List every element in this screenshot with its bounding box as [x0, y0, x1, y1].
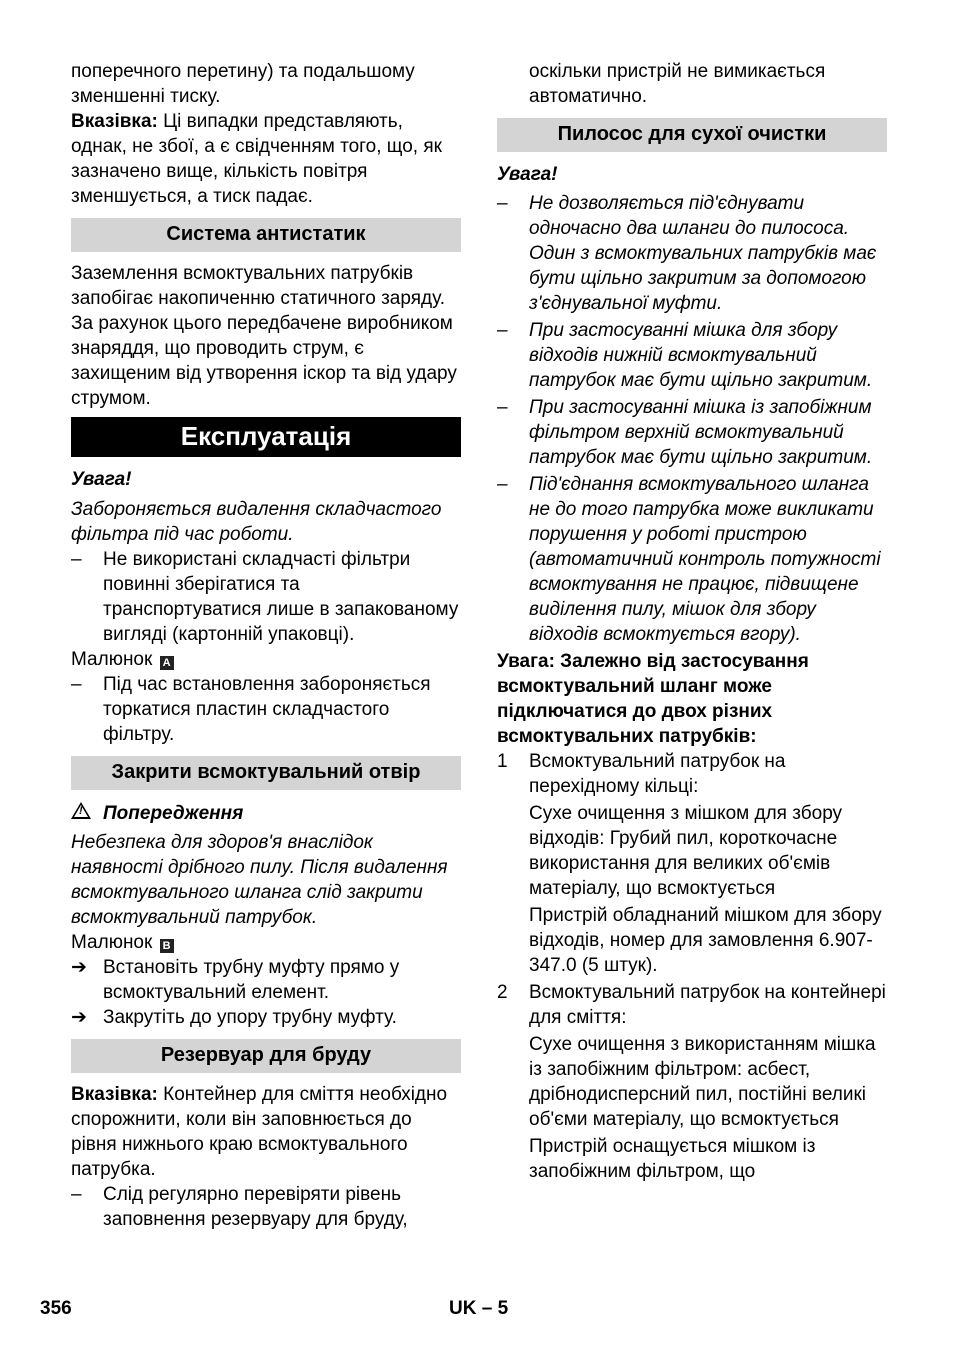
step-item	[71, 955, 461, 1005]
list-item-text: При застосуванні мішка із запобіжним фільтром верхній всмоктувальний патрубок має бути щільно закритим.	[529, 397, 873, 468]
figure-a-reference	[71, 647, 461, 672]
list-item-text: Під'єднання всмоктувального шланга не до того патрубка може викликати порушення у роботі пристрою (автоматичний контроль потужності всмоктування не працює, підвищене виділення пилу, мішок для збору відходів всмоктується вгору).	[529, 474, 881, 645]
item-paragraph: Пристрій обладнаний мішком для збору відходів, номер для замовлення 6.907-347.0 (5 штук).	[529, 905, 882, 976]
list-item-text: Під час встановлення забороняється торкатися пластин складчастого фільтру.	[103, 674, 431, 745]
warning-label-line	[71, 801, 461, 826]
operation-heading: Експлуатація	[71, 417, 461, 457]
right-column	[497, 59, 887, 1184]
note-label: Вказівка:	[71, 111, 158, 132]
dash-marker: –	[71, 549, 82, 570]
list-item	[497, 472, 887, 647]
antistatic-paragraph: Заземлення всмоктувальних патрубків запобігає накопиченню статичного заряду. За рахунок цього передбачене виробником знаряддя, що проводить струм, є захищеним від утворення іскор та від удару струмом.	[71, 263, 457, 409]
note-label: Вказівка:	[71, 1084, 158, 1105]
figure-b-badge: B	[160, 939, 174, 953]
numbered-item	[497, 749, 887, 799]
list-item-text: Не дозволяється під'єднувати одночасно два шланги до пилососа. Один з всмоктувальних патрубків має бути щільно закритим за допомогою з'єднувальної муфти.	[529, 193, 877, 314]
step-item	[71, 1005, 461, 1030]
section-label: UK – 5	[449, 1298, 509, 1319]
list-item	[71, 672, 461, 747]
arrow-right-icon: ➔	[71, 1007, 87, 1028]
bold-note: Увага: Залежно від застосування всмоктувальний шланг може підключатися до двох різних всмоктувальних патрубків:	[497, 651, 809, 747]
step-text: Встановіть трубну муфту прямо у всмоктувальний елемент.	[103, 957, 400, 1003]
dash-marker: –	[71, 674, 82, 695]
step-text: Закрутіть до упору трубну муфту.	[103, 1007, 397, 1028]
list-item-text: При застосуванні мішка для збору відходів нижній всмоктувальний патрубок має бути щільно закритим.	[529, 320, 873, 391]
item-paragraph: Сухе очищення з використанням мішка із запобіжним фільтром: асбест, дрібнодисперсний пил, постійні великі об'єми матеріалу, що всмоктується	[529, 1034, 876, 1130]
note-text: Контейнер для сміття необхідно спорожнити, коли він заповнюється до рівня нижнього краю всмоктувального патрубка.	[71, 1084, 448, 1180]
warning-triangle-icon	[71, 802, 91, 819]
figure-b-reference	[71, 930, 461, 955]
caution-text: Забороняється видалення складчастого фільтра під час роботи.	[71, 499, 442, 545]
note-1	[71, 109, 461, 209]
note-text: Ці випадки представляють, однак, не збої, а є свідченням того, що, як зазначено вище, кількість повітря зменшується, а тиск падає.	[71, 111, 442, 207]
antistatic-heading: Система антистатик	[71, 218, 461, 252]
note-2	[71, 1082, 461, 1182]
dash-marker: –	[497, 320, 508, 341]
dash-marker: –	[497, 193, 508, 214]
figure-a-badge: A	[160, 656, 174, 670]
page-number: 356	[40, 1298, 72, 1319]
dirt-tank-heading: Резервуар для бруду	[71, 1039, 461, 1073]
caution-label: Увага!	[71, 469, 132, 490]
numbered-item	[497, 980, 887, 1030]
arrow-right-icon: ➔	[71, 957, 87, 978]
item-title: Всмоктувальний патрубок на перехідному кільці:	[529, 751, 786, 797]
left-column	[71, 59, 461, 1232]
intro-line-2: зменшенні тиску.	[71, 86, 221, 107]
list-item-text: Не використані складчасті фільтри повинні зберігатися та транспортуватися лише в запакованому вигляді (картонній упаковці).	[103, 549, 459, 645]
figure-label: Малюнок	[71, 932, 153, 953]
item-title: Всмоктувальний патрубок на контейнері для сміття:	[529, 982, 886, 1028]
item-number: 2	[497, 982, 508, 1003]
dash-marker: –	[497, 397, 508, 418]
continued-text: оскільки пристрій не вимикається автоматично.	[529, 61, 826, 107]
list-item	[497, 318, 887, 393]
item-paragraph: Пристрій оснащується мішком із запобіжним фільтром, що	[529, 1136, 816, 1182]
caution-label: Увага!	[497, 164, 558, 185]
warning-label: Попередження	[103, 803, 244, 824]
list-item	[71, 547, 461, 647]
warning-text: Небезпека для здоров'я внаслідок наявності дрібного пилу. Після видалення всмоктувального шланга слід закрити всмоктувальний патрубок.	[71, 832, 448, 928]
dash-marker: –	[71, 1184, 82, 1205]
figure-label: Малюнок	[71, 649, 153, 670]
dash-marker: –	[497, 474, 508, 495]
close-inlet-heading: Закрити всмоктувальний отвір	[71, 756, 461, 790]
list-item	[497, 191, 887, 316]
list-item	[497, 395, 887, 470]
list-item-text: Слід регулярно перевіряти рівень заповнення резервуару для бруду,	[103, 1184, 408, 1230]
intro-line-1: поперечного перетину) та подальшому	[71, 61, 415, 82]
list-item	[71, 1182, 461, 1232]
item-number: 1	[497, 751, 508, 772]
item-paragraph: Сухе очищення з мішком для збору відходів: Грубий пил, короткочасне використання для великих об'ємів матеріалу, що всмоктується	[529, 803, 843, 899]
dry-vacuum-heading: Пилосос для сухої очистки	[497, 118, 887, 152]
